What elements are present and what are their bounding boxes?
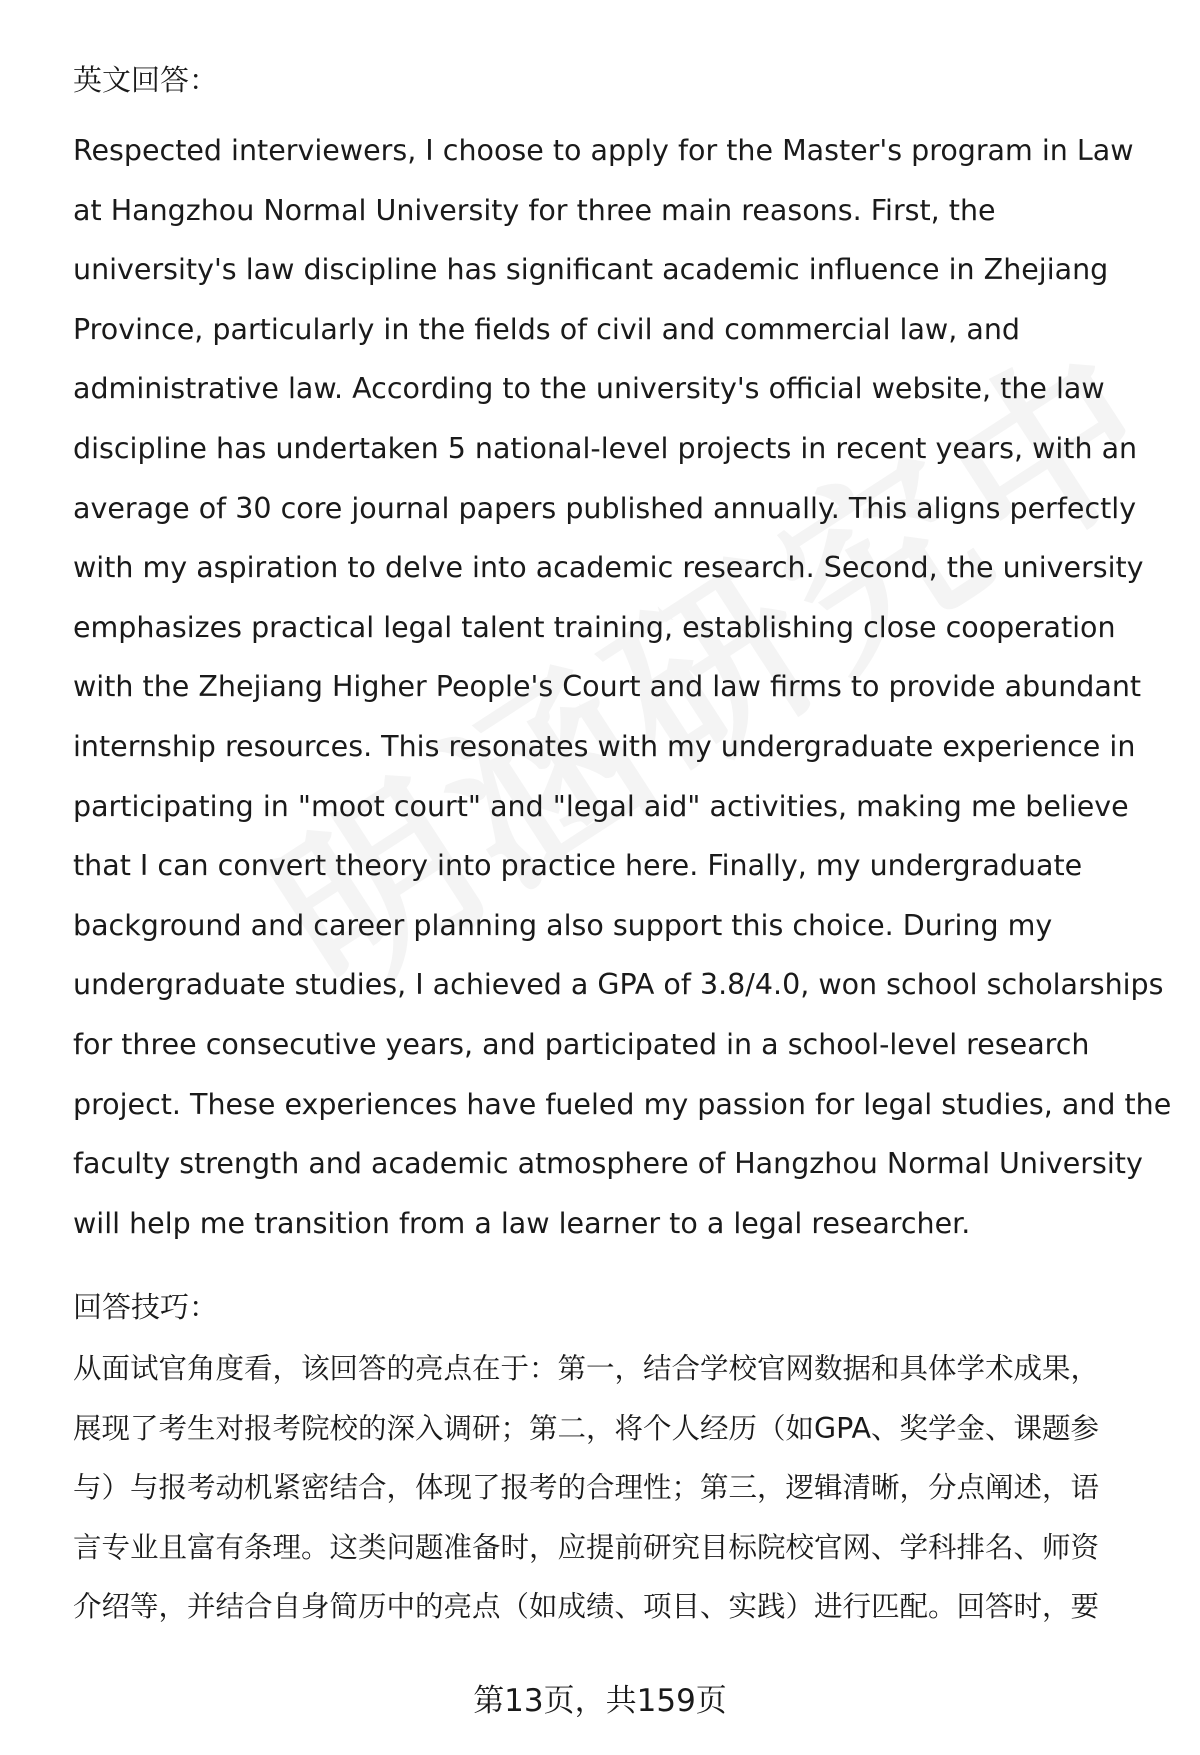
tips-label: 回答技巧：	[73, 1290, 219, 1324]
english-answer-line: Province, particularly in the fields of civil and commercial law, and	[73, 312, 1020, 346]
english-answer-line: internship resources. This resonates with my undergraduate experience in	[73, 729, 1136, 763]
tips-line: 与）与报考动机紧密结合，体现了报考的合理性；第三，逻辑清晰，分点阐述，语	[73, 1471, 1100, 1505]
english-answer-line: project. These experiences have fueled my passion for legal studies, and the	[73, 1087, 1172, 1121]
tips-line: 介绍等，并结合自身简历中的亮点（如成绩、项目、实践）进行匹配。回答时，要	[73, 1590, 1100, 1624]
tips-line: 展现了考生对报考院校的深入调研；第二，将个人经历（如GPA、奖学金、课题参	[73, 1411, 1099, 1445]
english-answer-body	[73, 121, 1172, 1253]
tips-line: 言专业且富有条理。这类问题准备时，应提前研究目标院校官网、学科排名、师资	[73, 1530, 1100, 1564]
english-answer-line: faculty strength and academic atmosphere of Hangzhou Normal University	[73, 1147, 1143, 1181]
english-answer-line: background and career planning also support this choice. During my	[73, 908, 1053, 942]
english-answer-line: that I can convert theory into practice here. Finally, my undergraduate	[73, 849, 1083, 883]
english-answer-line: Respected interviewers, I choose to apply for the Master's program in Law	[73, 134, 1134, 167]
tips-line: 从面试官角度看，该回答的亮点在于：第一，结合学校官网数据和具体学术成果，	[73, 1352, 1100, 1385]
english-answer-line: at Hangzhou Normal University for three main reasons. First, the	[73, 193, 996, 227]
english-answer-line: university's law discipline has significant academic influence in Zhejiang	[73, 253, 1109, 287]
english-answer-line: administrative law. According to the university's official website, the law	[73, 372, 1105, 406]
english-answer-line: for three consecutive years, and participated in a school-level research	[73, 1027, 1090, 1061]
english-answer-line: will help me transition from a law learner to a legal researcher.	[73, 1206, 971, 1240]
english-answer-line: average of 30 core journal papers published annually. This aligns perfectly	[73, 491, 1137, 525]
english-answer-label: 英文回答：	[73, 63, 219, 97]
tips-body	[73, 1339, 1163, 1637]
english-answer-line: with my aspiration to delve into academic research. Second, the university	[73, 551, 1144, 585]
english-answer-line: undergraduate studies, I achieved a GPA of 3.8/4.0, won school scholarships	[73, 968, 1164, 1002]
english-answer-line: emphasizes practical legal talent training, establishing close cooperation	[73, 610, 1116, 644]
english-answer-line: participating in "moot court" and "legal aid" activities, making me believe	[73, 789, 1129, 823]
english-answer-line: discipline has undertaken 5 national-level projects in recent years, with an	[73, 431, 1138, 465]
page-number: 第13页，共159页	[473, 1683, 727, 1719]
english-answer-line: with the Zhejiang Higher People's Court and law firms to provide abundant	[73, 670, 1142, 704]
